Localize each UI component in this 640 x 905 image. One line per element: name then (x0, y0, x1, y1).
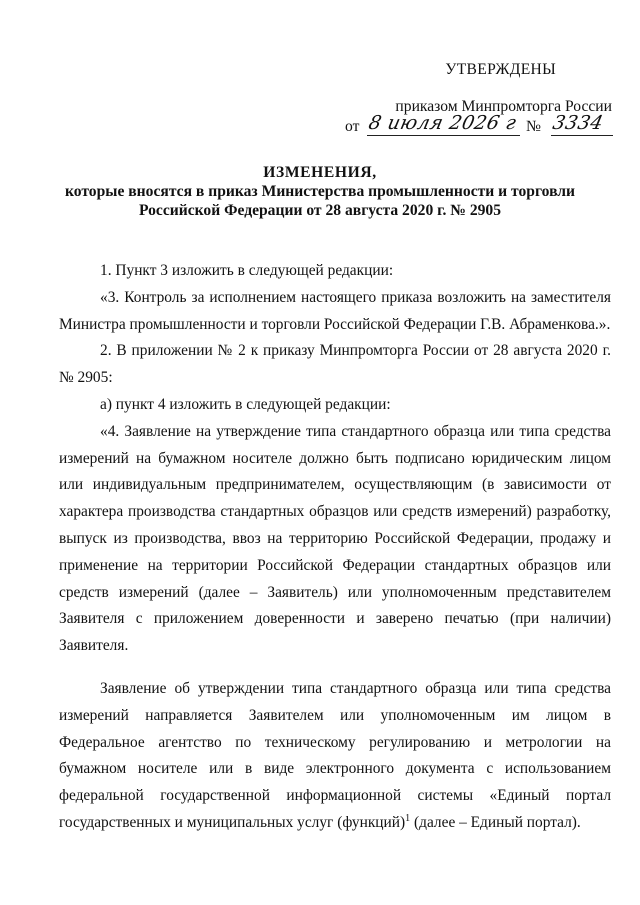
number-underline (551, 135, 613, 136)
footnote-marker: 1 (405, 812, 411, 824)
title-subline-2: Российской Федерации от 28 августа 2020 г. № 2905 (138, 202, 502, 219)
paragraph-5: «4. Заявление на утверждение типа стандартного образца или типа средства измерений на бумажном носителе должно быть подписано юридическим лицом или индивидуальным предпринимателем, осуществляющим (в зависимости от характера производства стандартных образцов или средств измерений) разработку, выпуск из производства, ввоз на территорию Российской Федерации, продажу и применение на территории Российской Федерации стандартных образцов или средств измерений (далее – Заявитель) или уполномоченным представителем Заявителя с приложением доверенности и заверено печатью (при наличии) Заявителя. (59, 422, 611, 655)
paragraph-4: а) пункт 4 изложить в следующей редакции: (100, 395, 391, 413)
handwritten-date: 8 июля 2026 г (366, 112, 519, 134)
paragraph-3: 2. В приложении № 2 к приказу Минпромторга России от 28 августа 2020 г. № 2905: (59, 342, 611, 387)
paragraph-1: 1. Пункт 3 изложить в следующей редакции: (100, 262, 394, 279)
date-prefix: от (345, 118, 360, 135)
paragraph-2: «3. Контроль за исполнением настоящего приказа возложить на заместителя Министра промышленности и торговли Российской Федерации Г.В. Абраменкова.». (59, 288, 611, 333)
handwritten-number: 3334 (550, 112, 606, 134)
document-body (59, 258, 611, 837)
approval-stamp-title: УТВЕРЖДЕНЫ (445, 61, 556, 78)
title-heading: ИЗМЕНЕНИЯ, (263, 164, 377, 181)
number-prefix: № (526, 118, 541, 135)
paragraph-6 (59, 676, 611, 837)
paragraph-6-tail: (далее – Единый портал). (410, 813, 581, 831)
order-date-number-line (345, 114, 613, 140)
date-underline (367, 135, 520, 136)
paragraph-6-text: Заявление об утверждении типа стандартного образца или типа средства измерений направляется Заявителем или уполномоченным им лицом в Федеральное агентство по техническому регулированию и метрологии на бумажном носителе или в виде электронного документа с использованием федеральной государственной информационной системы «Единый портал государственных и муниципальных услуг (функций) (59, 679, 611, 831)
document-title (40, 163, 600, 220)
title-subline-1: которые вносятся в приказ Министерства промышленности и торговли (64, 183, 576, 200)
approving-order-caption: приказом Минпромторга России (395, 98, 612, 115)
